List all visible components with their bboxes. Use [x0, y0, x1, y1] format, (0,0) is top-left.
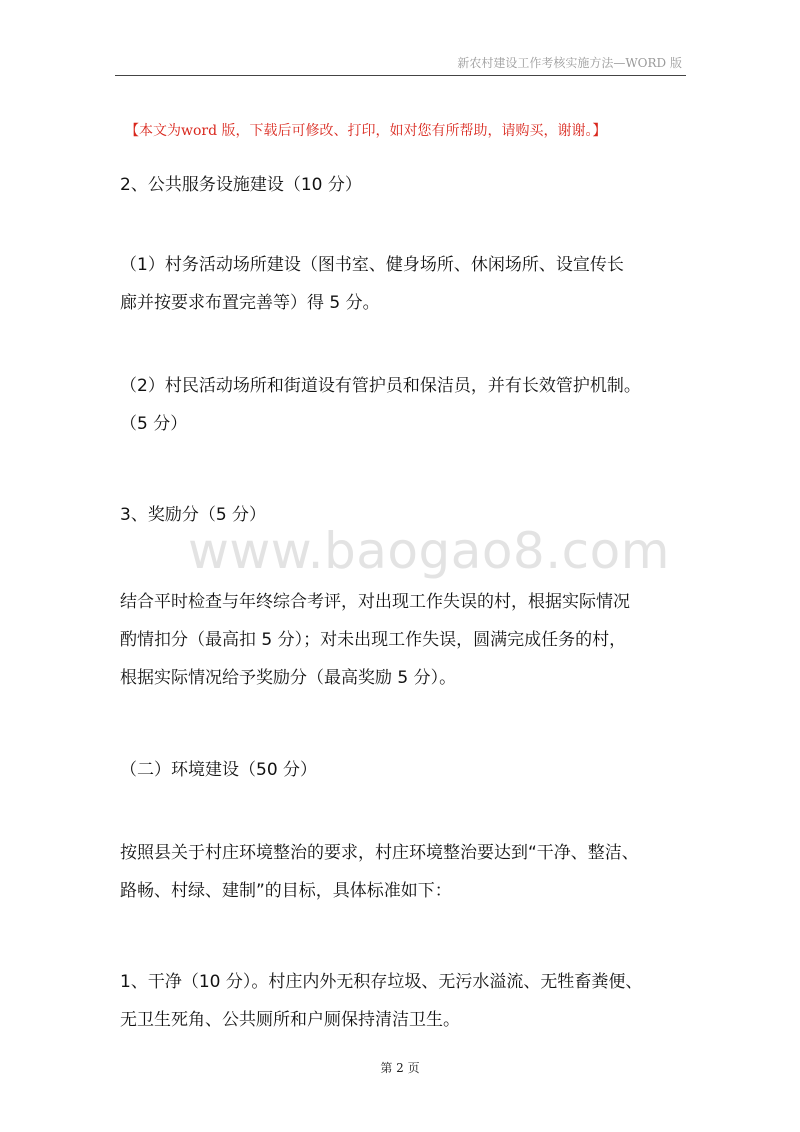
paragraph-clean-standard — [120, 963, 690, 1039]
paragraph-line: 1、干净（10 分）。村庄内外无积存垃圾、无污水溢流、无牲畜粪便、 — [120, 972, 643, 992]
paragraph-heading-environment — [120, 751, 690, 789]
paragraph-line: （5 分） — [120, 414, 188, 434]
paragraph-line: 按照县关于村庄环境整治的要求，村庄环境整治要达到“干净、整洁、 — [120, 843, 639, 863]
paragraph-line: 结合平时检查与年终综合考评，对出现工作失误的村，根据实际情况 — [120, 592, 630, 612]
paragraph-line: 3、奖励分（5 分） — [120, 505, 267, 525]
paragraph-reward-detail — [120, 583, 690, 697]
paragraph-line: 2、公共服务设施建设（10 分） — [120, 175, 362, 195]
paragraph-item-2 — [120, 367, 690, 443]
paragraph-heading-public-services — [120, 166, 690, 204]
watermark: www.baogao8.com — [188, 522, 670, 580]
paragraph-line: （1）村务活动场所建设（图书室、健身场所、休闲场所、设宣传长 — [120, 255, 624, 275]
page-number: 第 2 页 — [380, 1061, 420, 1075]
paragraph-line: 路畅、村绿、建制”的目标，具体标准如下： — [120, 881, 452, 901]
header-rule — [115, 75, 686, 76]
paragraph-item-1 — [120, 246, 690, 322]
paragraph-line: 无卫生死角、公共厕所和户厕保持清洁卫生。 — [120, 1010, 460, 1030]
purchase-notice: 【本文为word 版，下载后可修改、打印，如对您有所帮助，请购买，谢谢。】 — [125, 123, 607, 139]
paragraph-heading-reward — [120, 496, 690, 534]
running-header: 新农村建设工作考核实施方法—WORD 版 — [457, 56, 682, 70]
paragraph-line: 廊并按要求布置完善等）得 5 分。 — [120, 293, 380, 313]
paragraph-environment-intro — [120, 834, 690, 910]
paragraph-line: （二）环境建设（50 分） — [120, 760, 318, 780]
paragraph-line: 根据实际情况给予奖励分（最高奖励 5 分）。 — [120, 668, 457, 688]
paragraph-line: （2）村民活动场所和街道设有管护员和保洁员，并有长效管护机制。 — [120, 376, 641, 396]
paragraph-line: 酌情扣分（最高扣 5 分）；对未出现工作失误，圆满完成任务的村， — [120, 630, 627, 650]
